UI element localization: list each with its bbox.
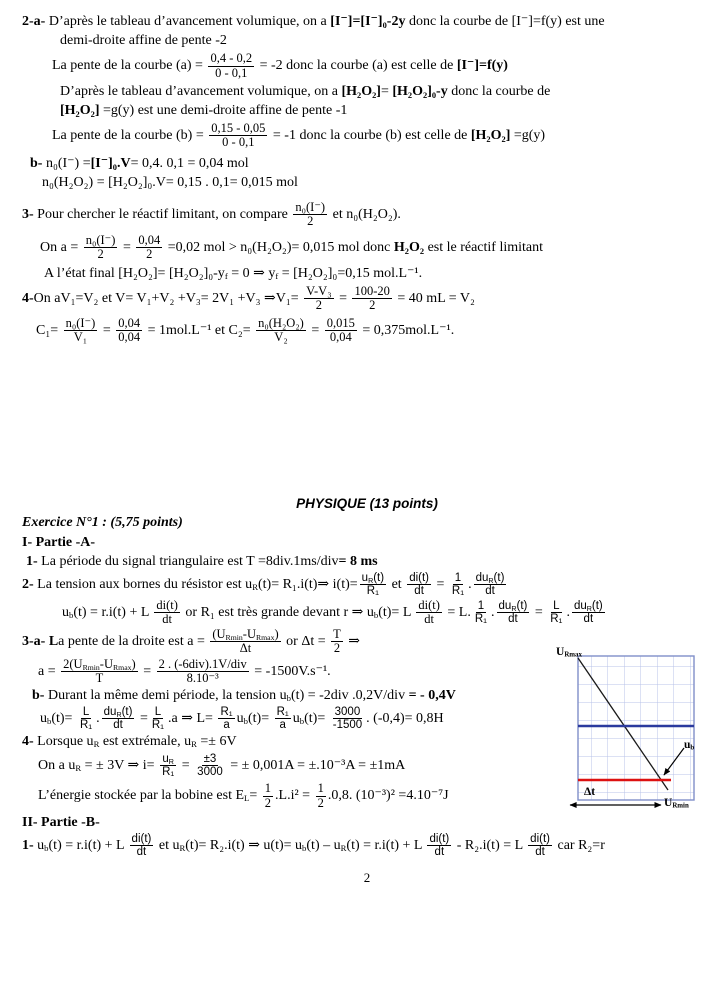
ex-title: Exercice N°1 : (5,75 points) bbox=[22, 515, 183, 531]
text-line: $u_b(t) = r.i(t) + L$ $\frac{di(t)}{dt}$ or R₁ est très grande devant r ⇒ $u_b(t)= L$ $\frac{di(t)}{dt}$ = L. $\frac{1}{\text{R₁}}$ . $\frac{du_R(t)}{dt}$ = $\frac{L}{\text{R₁}}$ . $\frac{du_R(t)}{dt}$ bbox=[62, 598, 603, 627]
text-line: [H₂O₂] =g(y) est une demi-droite affine de pente -1 bbox=[60, 102, 348, 118]
text-line: 1- $u_b(t) = r.i(t) + L$ $\frac{di(t)}{dt}$ et $u_R(t)= R_2.i(t)$ ⇒ $u(t)= u_b(t) - u_R(t) = r.i(t) + L$ $\frac{di(t)}{dt}$ - R₂.i(t) = L $\frac{di(t)}{dt}$ car R₂=r bbox=[22, 832, 605, 858]
urmin-label: $U_{Rmin}$ bbox=[664, 797, 689, 810]
text-line: D’après le tableau d’avancement volumique, on a [H₂O₂]= [H₂O₂]₀-y donc la courbe de bbox=[60, 83, 551, 99]
text-line: 1- La période du signal triangulaire est T =8div.1ms/div= 8 ms bbox=[26, 553, 378, 569]
section-gap bbox=[22, 345, 712, 495]
graph-grid bbox=[578, 656, 694, 800]
text-line: a = $\frac{2(U_{Rmin}-U_{Rmax})}{T}$ = $\frac{\text{2 . (-6div).1V/div}}{\text{8.10⁻³}}$ = -1500V.s⁻¹. bbox=[38, 656, 331, 685]
text-line: A l’état final $[H_2O_2]= [H_2O_2]_0-y_f = 0$ ⇒ $y_f = [H_2O_2]_0=0,15$ mol.L⁻¹. bbox=[44, 266, 423, 282]
text-line: 2- La tension aux bornes du résistor est $u_R(t)=$ R₁.i(t)⇒ i(t)= $\frac{u_R(t)}{\text{R₁}}$ et $\frac{di(t)}{dt}$ = $\frac{1}{\text{R₁}}$ . $\frac{du_R(t)}{dt}$ bbox=[22, 571, 505, 597]
part-title: II- Partie -B- bbox=[22, 814, 100, 830]
text-line: 3-a- La pente de la droite est a = $\frac{(U_{Rmin}-U_{Rmax})}{\Delta t}$ or Δt = $\frac{T}{2}$ ⇒ bbox=[22, 627, 360, 656]
text-line: On a = $\frac{\text{n₀(I⁻)}}{2}$ = $\frac{0,04}{2}$ =0,02 mol > n₀(H₂O₂)= 0,015 mol donc H₂O₂ est le réactif limitant bbox=[40, 232, 544, 261]
text-line: n₀(H₂O₂) = [H₂O₂]₀.V= 0,15 . 0,1= 0,015 mol bbox=[42, 175, 298, 191]
urmax-label: $U_{Rmax}$ bbox=[556, 646, 582, 659]
text-line: 3- Pour chercher le réactif limitant, on compare $\frac{\text{n₀(I⁻)}}{2}$ et n₀(H₂O₂). bbox=[22, 199, 401, 228]
text-line: b- n₀(I⁻) =[I⁻]₀.V= 0,4. 0,1 = 0,04 mol bbox=[30, 156, 249, 172]
part-title: I- Partie -A- bbox=[22, 534, 96, 550]
text-line: 4-On aV₁=V₂ et V= V₁+V₂ +V₃= 2V₁ +V₃ ⇒V₁= $\frac{\text{V-V₃}}{2}$ = $\frac{100-20}{2}$ = 40 mL = V₂ bbox=[22, 284, 475, 313]
delta-t-label: Δt bbox=[584, 786, 596, 798]
text-line: L’énergie stockée par la bobine est $E_L=$ $\frac{1}{2}$ .L.i² = $\frac{1}{2}$ .0,8. (10⁻³)² =4.10⁻⁷J bbox=[38, 781, 449, 810]
page-number: 2 bbox=[363, 869, 371, 885]
ub-label: $u_b$ bbox=[684, 739, 695, 752]
text-line: 2-a- D’après le tableau d’avancement volumique, on a [I⁻]=[I⁻]₀-2y donc la courbe de [I⁻]=f(y) est une bbox=[22, 14, 605, 29]
text-line: C₁= $\frac{\text{n₀(I⁻)}}{\text{V₁}}$ = $\frac{0,04}{0,04}$ = 1mol.L⁻¹ et C₂= $\frac{\text{n₀(H₂O₂)}}{\text{V₂}}$ = $\frac{0,015}{0,04}$ = 0,375mol.L⁻¹. bbox=[36, 315, 455, 344]
text-line: b- Durant la même demi période, la tension $u_b(t) = -2div$ .0,2V/div = - 0,4V bbox=[32, 687, 456, 703]
text-line: 4- Lorsque $u_R$ est extrémale, $u_R =\pm 6V$ bbox=[22, 734, 237, 750]
phys-title: PHYSIQUE (13 points) bbox=[296, 495, 438, 511]
oscillogram-figure bbox=[558, 648, 710, 836]
text-line: On a $u_R$ = ± 3V ⇒ i= $\frac{u_R}{\text{R₁}}$ = $\frac{\pm 3}{3000}$ = ± 0,001A = ±.10⁻³A = ±1mA bbox=[38, 753, 406, 779]
chimie-section bbox=[22, 13, 712, 344]
text-line: La pente de la courbe (b) = $\frac{0,15 - 0,05}{0 - 0,1}$ = -1 donc la courbe (b) est celle de [H₂O₂] =g(y) bbox=[52, 121, 546, 150]
text-line: demi-droite affine de pente -2 bbox=[60, 33, 227, 49]
text-line: $u_b(t)=$ $\frac{L}{\text{R₁}}$ . $\frac{du_R(t)}{dt}$ = $\frac{L}{\text{R₁}}$ .a ⇒ L= $\frac{\text{R₁}}{a}$ $u_b(t)=$ $\frac{\text{R₁}}{a}$ $u_b(t)=$ $\frac{3000}{-1500}$ . (-0,4)= 0,8H bbox=[40, 705, 444, 732]
text-line: La pente de la courbe (a) = $\frac{0,4 - 0,2}{0 - 0,1}$ = -2 donc la courbe (a) est celle de [I⁻]=f(y) bbox=[52, 51, 508, 80]
